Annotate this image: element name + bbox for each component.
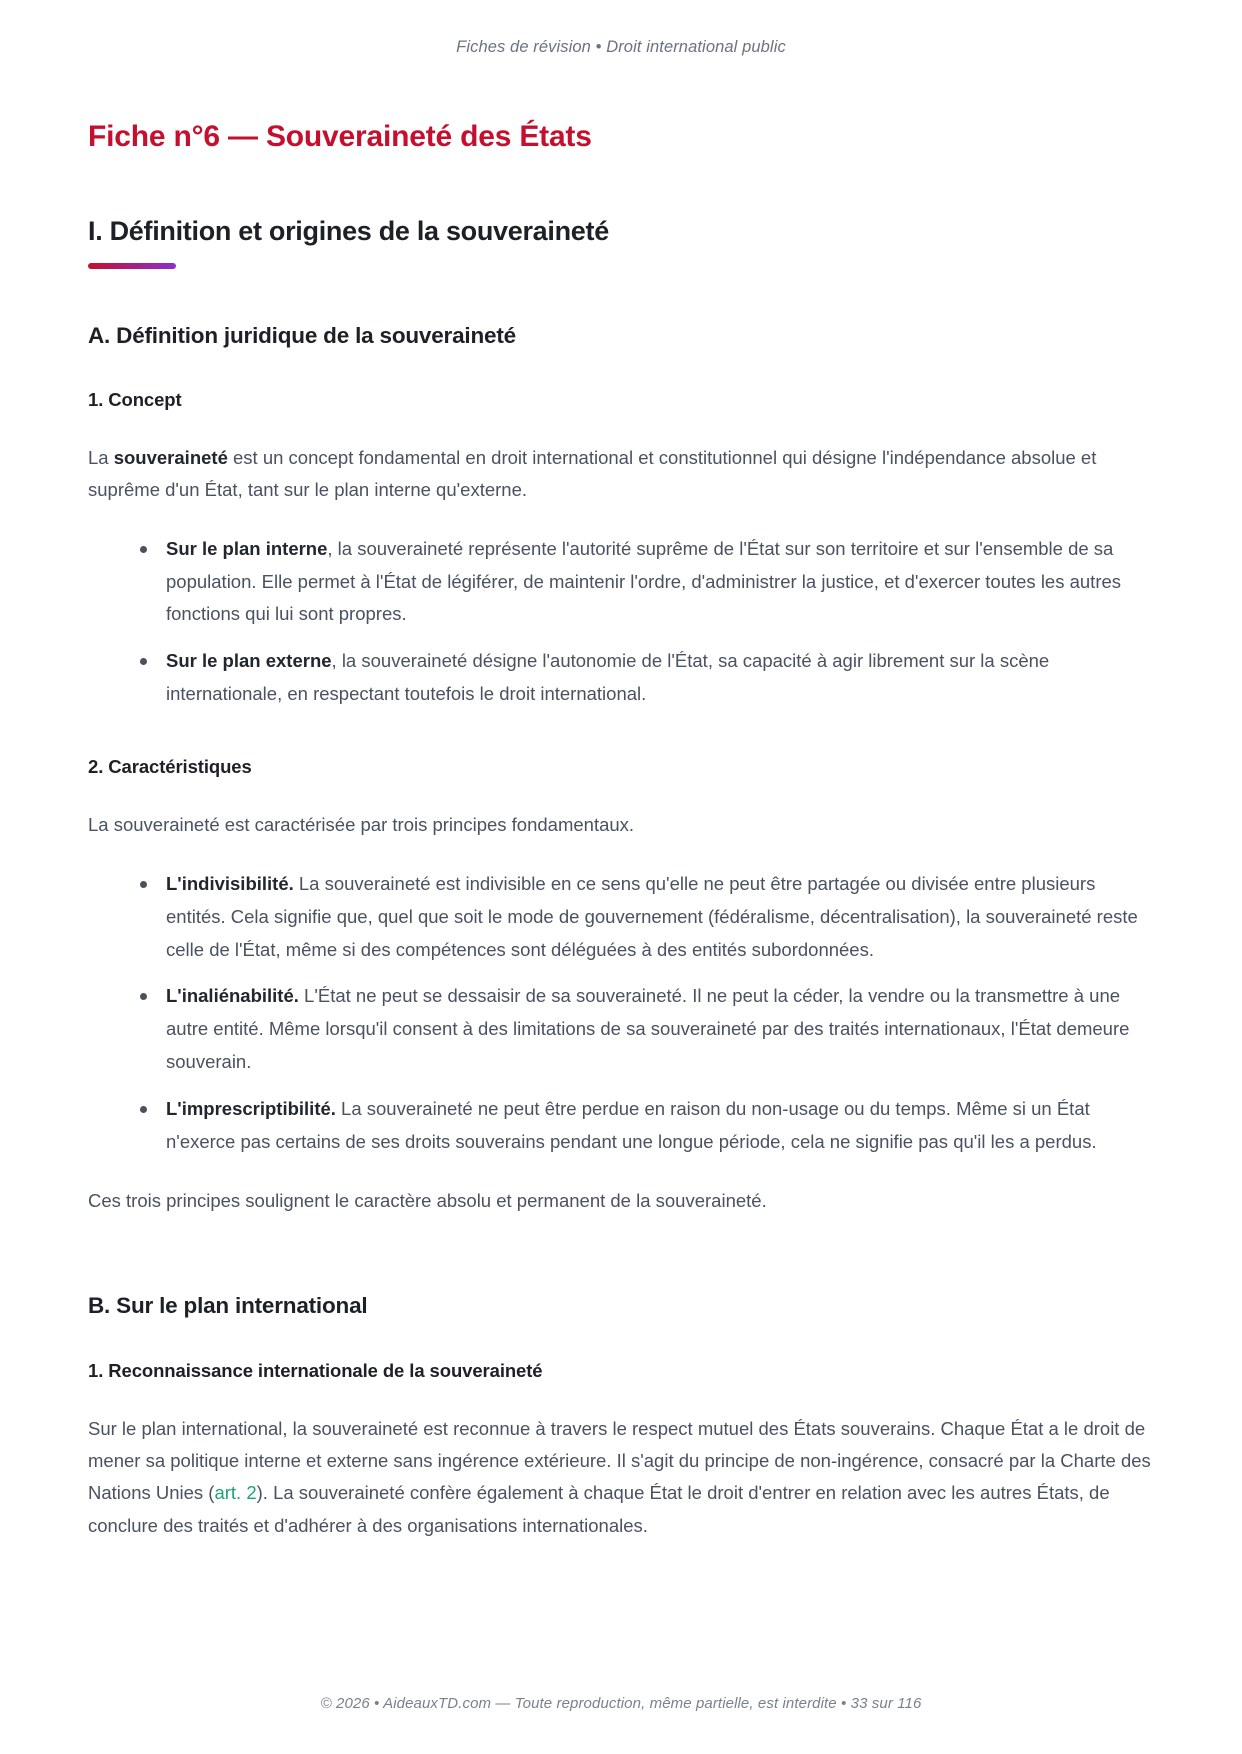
page-footer: © 2026 • AideauxTD.com — Toute reproduction, même partielle, est interdite • 33 sur 116 — [320, 1695, 922, 1712]
list-item — [140, 868, 1154, 967]
subsection-heading-a: A. Définition juridique de la souveraineté — [88, 322, 516, 348]
bullet-list-principles — [88, 868, 1154, 1159]
list-item-text: L'État ne peut se dessaisir de sa souveraineté. Il ne peut la céder, la vendre ou la transmettre à une autre entité. Même lorsqu'il consent à des limitations de sa souveraineté par des traités internationaux, l'État demeure souverain. — [166, 985, 1130, 1073]
list-item-lead: L'inaliénabilité. — [166, 985, 299, 1007]
heading-accent-rule — [88, 263, 176, 269]
list-item — [140, 980, 1154, 1079]
list-item-text: , la souveraineté désigne l'autonomie de l'État, sa capacité à agir librement sur la scène internationale, en respectant toutefois le droit international. — [166, 650, 1050, 705]
inline-bold-souverainete: souveraineté — [113, 446, 228, 468]
paragraph-international-recognition — [88, 1413, 1154, 1543]
subsection-heading-b: B. Sur le plan international — [88, 1293, 368, 1319]
paragraph-characteristics-intro: La souveraineté est caractérisée par trois principes fondamentaux. — [88, 814, 635, 836]
page-title: Fiche n°6 — Souveraineté des États — [88, 120, 592, 153]
list-item-lead: L'indivisibilité. — [166, 872, 294, 894]
article-reference-link[interactable]: art. 2 — [214, 1482, 257, 1504]
paragraph-rest-text: est un concept fondamental en droit international et constitutionnel qui désigne l'indépendance absolue et suprême d'un État, tant sur le plan interne qu'externe. — [88, 446, 1097, 501]
subsubsection-heading-b1: 1. Reconnaissance internationale de la souveraineté — [88, 1359, 543, 1381]
paragraph-before-reference: Sur le plan international, la souveraineté est reconnue à travers le respect mutuel des États souverains. Chaque État a le droit de mener sa politique interne et externe sans ingérence extérieure. Il s'agit du principe de non-ingérence, consacré par la Charte des Nations Unies ( — [88, 1417, 1151, 1504]
paragraph-characteristics-closing: Ces trois principes soulignent le caractère absolu et permanent de la souveraineté. — [88, 1190, 767, 1212]
section-heading-roman-1: I. Définition et origines de la souveraineté — [88, 215, 609, 246]
list-item-text: La souveraineté est indivisible en ce sens qu'elle ne peut être partagée ou divisée entre plusieurs entités. Cela signifie que, quel que soit le mode de gouvernement (fédéralisme, décentralisation), la souveraineté reste celle de l'État, même si des compétences sont déléguées à des entités subordonnées. — [166, 872, 1138, 960]
subsubsection-heading-a2: 2. Caractéristiques — [88, 756, 252, 778]
list-item — [140, 645, 1154, 711]
bullet-list-plans — [88, 533, 1154, 712]
list-item-text: , la souveraineté représente l'autorité suprême de l'État sur son territoire et sur l'ensemble de sa population. Elle permet à l'État de légiférer, de maintenir l'ordre, d'administrer la justice, et d'exercer toutes les autres fonctions qui lui sont propres. — [166, 537, 1122, 625]
paragraph-after-reference: ). La souveraineté confère également à chaque État le droit d'entrer en relation avec les autres États, de conclure des traités et d'adhérer à des organisations internationales. — [88, 1482, 1110, 1536]
list-item — [140, 533, 1154, 632]
subsubsection-heading-a1: 1. Concept — [88, 388, 182, 410]
list-item-text: La souveraineté ne peut être perdue en raison du non-usage ou du temps. Même si un État n'exerce pas certains de ses droits souverains pendant une longue période, cela ne signifie pas qu'il les a perdus. — [166, 1098, 1097, 1153]
list-item — [140, 1093, 1154, 1159]
paragraph-lead-text: La — [88, 446, 114, 468]
running-header: Fiches de révision • Droit international public — [456, 38, 786, 56]
list-item-lead: Sur le plan interne — [166, 537, 328, 559]
paragraph-concept-definition — [88, 442, 1154, 507]
list-item-lead: Sur le plan externe — [166, 650, 332, 672]
content-column — [88, 118, 1154, 1542]
list-item-lead: L'imprescriptibilité. — [166, 1098, 336, 1120]
